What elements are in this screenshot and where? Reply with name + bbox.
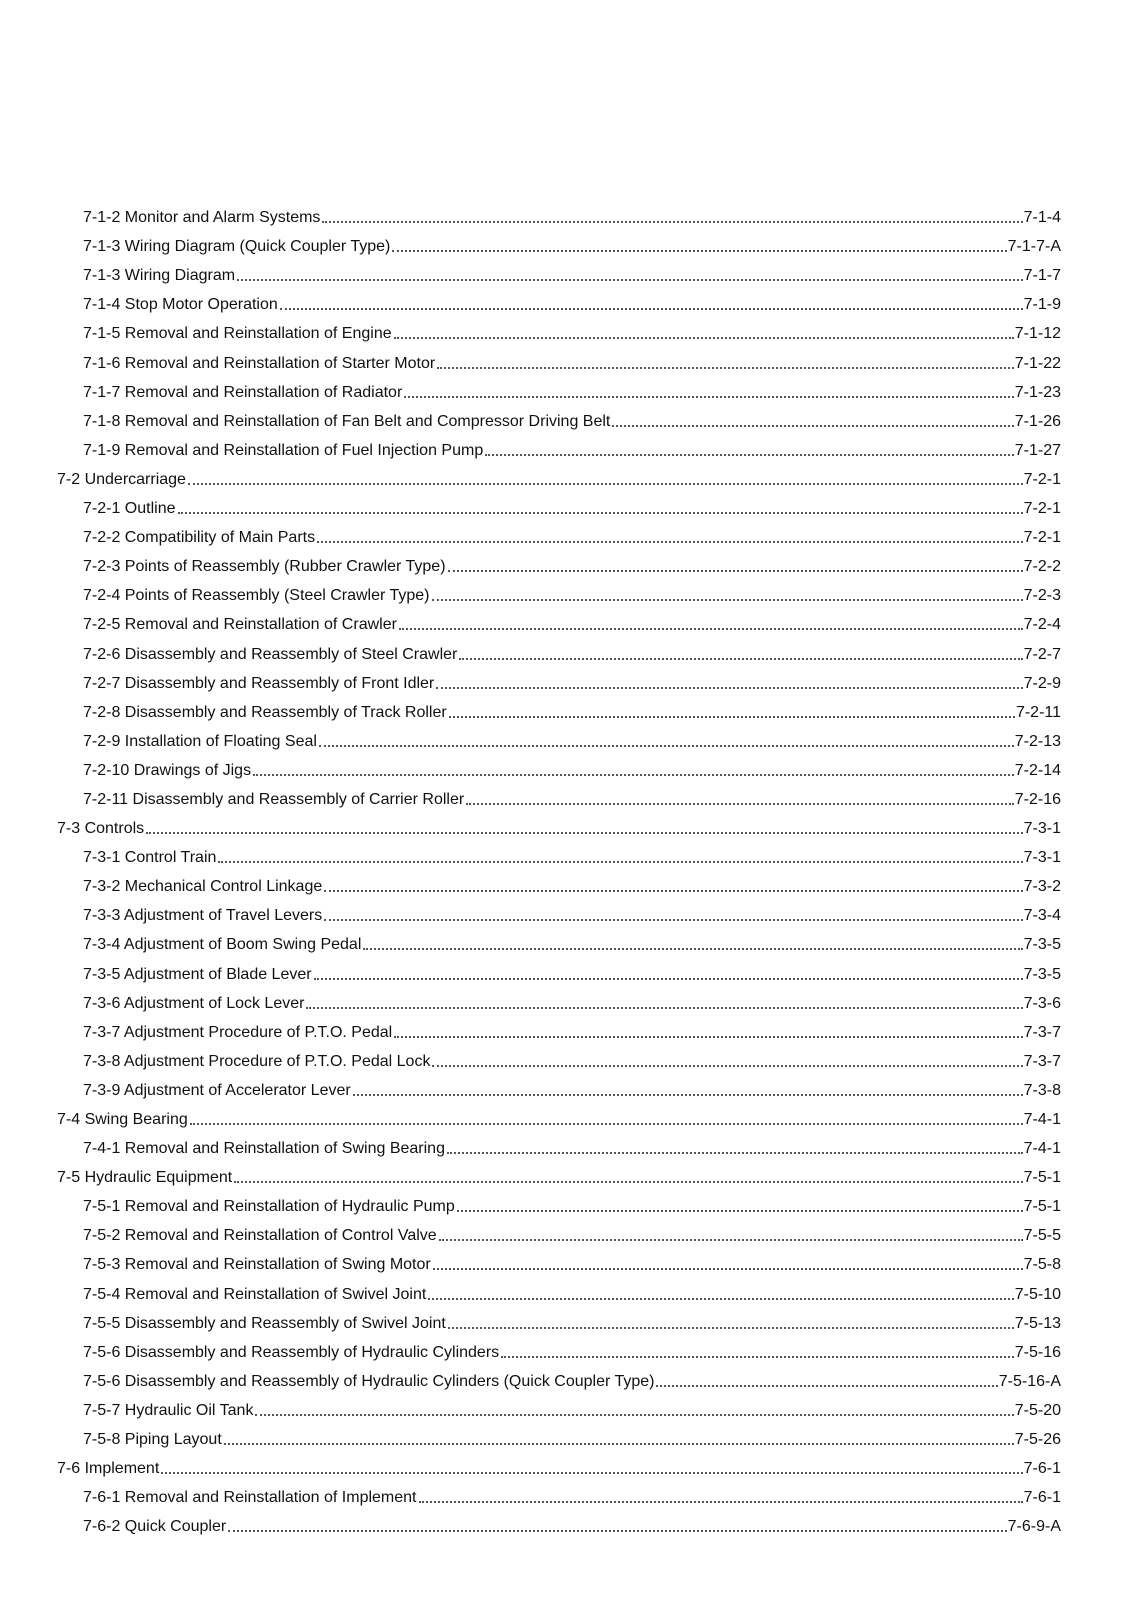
toc-subsection-row xyxy=(0,985,1134,1014)
toc-entry-title: 7-6 Implement xyxy=(57,1460,160,1478)
toc-page-number: 7-1-27 xyxy=(1014,441,1061,459)
toc-subsection-row xyxy=(0,1479,1134,1508)
toc-page-number: 7-2-1 xyxy=(1023,500,1061,518)
toc-entry-title: 7-2-3 Points of Reassembly (Rubber Crawler Type) xyxy=(83,558,446,576)
toc-subsection-row xyxy=(0,257,1134,286)
dot-leader xyxy=(218,861,1022,863)
toc-entry-title: 7-1-5 Removal and Reinstallation of Engine xyxy=(83,325,392,343)
dot-leader xyxy=(432,1065,1022,1067)
dot-leader xyxy=(439,1239,1023,1241)
toc-section-row xyxy=(0,1159,1134,1188)
toc-entry-title: 7-2-2 Compatibility of Main Parts xyxy=(83,529,316,547)
toc-subsection-row xyxy=(0,344,1134,373)
toc-page-number: 7-5-26 xyxy=(1014,1431,1061,1449)
toc-page-number: 7-3-4 xyxy=(1023,907,1061,925)
toc-page-number: 7-2-11 xyxy=(1015,703,1061,721)
toc-entry-title: 7-5-4 Removal and Reinstallation of Swivel Joint xyxy=(83,1285,427,1303)
toc-entry-title: 7-3 Controls xyxy=(57,820,145,838)
toc-page-number: 7-5-10 xyxy=(1014,1285,1061,1303)
toc-page-number: 7-1-4 xyxy=(1023,209,1061,227)
toc-entry-title: 7-1-8 Removal and Reinstallation of Fan Belt and Compressor Driving Belt xyxy=(83,412,611,430)
toc-subsection-row xyxy=(0,228,1134,257)
dot-leader xyxy=(190,1123,1023,1125)
toc-entry-title: 7-3-4 Adjustment of Boom Swing Pedal xyxy=(83,936,362,954)
toc-page-number: 7-1-7 xyxy=(1023,267,1061,285)
toc-page-number: 7-4-1 xyxy=(1023,1111,1061,1128)
toc-page-number: 7-2-1 xyxy=(1023,470,1061,488)
toc-entry-title: 7-1-7 Removal and Reinstallation of Radiator xyxy=(83,383,403,401)
toc-page-number: 7-2-7 xyxy=(1023,645,1061,663)
toc-page-number: 7-5-16-A xyxy=(998,1372,1061,1390)
toc-page-number: 7-1-7-A xyxy=(1007,238,1061,256)
toc-subsection-row xyxy=(0,1217,1134,1246)
dot-leader xyxy=(322,221,1022,223)
toc-page-number: 7-2-16 xyxy=(1014,790,1061,808)
toc-section-row xyxy=(0,461,1134,490)
toc-page-number: 7-5-5 xyxy=(1023,1227,1061,1245)
toc-page-number: 7-6-1 xyxy=(1023,1460,1061,1478)
dot-leader xyxy=(437,367,1014,369)
toc-subsection-row xyxy=(0,286,1134,315)
toc-entry-title: 7-3-8 Adjustment Procedure of P.T.O. Pedal Lock xyxy=(83,1052,431,1070)
toc-page-number: 7-3-1 xyxy=(1023,820,1061,838)
dot-leader xyxy=(449,716,1015,718)
toc-subsection-row xyxy=(0,548,1134,577)
toc-entry-title: 7-2-9 Installation of Floating Seal xyxy=(83,732,317,750)
dot-leader xyxy=(188,483,1023,485)
toc-subsection-row xyxy=(0,1392,1134,1421)
dot-leader xyxy=(433,1268,1023,1270)
toc-page-number: 7-3-2 xyxy=(1023,878,1061,896)
toc-entry-title: 7-5-1 Removal and Reinstallation of Hydraulic Pump xyxy=(83,1198,455,1216)
toc-entry-title: 7-2-11 Disassembly and Reassembly of Carrier Roller xyxy=(83,790,465,808)
dot-leader xyxy=(501,1356,1014,1358)
toc-subsection-row xyxy=(0,694,1134,723)
toc-page-number: 7-4-1 xyxy=(1023,1140,1061,1158)
dot-leader xyxy=(324,919,1022,921)
toc-entry-title: 7-2-8 Disassembly and Reassembly of Track Roller xyxy=(83,703,447,721)
toc-subsection-row xyxy=(0,665,1134,694)
toc-subsection-row xyxy=(0,1130,1134,1159)
dot-leader xyxy=(178,512,1023,514)
dot-leader xyxy=(237,279,1023,281)
toc-page-number: 7-1-12 xyxy=(1014,325,1061,343)
toc-entry-title: 7-5-3 Removal and Reinstallation of Swing Motor xyxy=(83,1256,431,1274)
toc-page-number: 7-2-3 xyxy=(1023,587,1061,605)
dot-leader xyxy=(485,454,1014,456)
toc-page-number: 7-5-1 xyxy=(1023,1169,1061,1187)
dot-leader xyxy=(394,337,1014,339)
toc-entry-title: 7-3-2 Mechanical Control Linkage xyxy=(83,878,323,896)
dot-leader xyxy=(612,425,1013,427)
dot-leader xyxy=(447,1152,1023,1154)
toc-page-number: 7-6-1 xyxy=(1023,1489,1061,1507)
toc-entry-title: 7-2-4 Points of Reassembly (Steel Crawler Type) xyxy=(83,587,430,605)
dot-leader xyxy=(319,745,1014,747)
toc-entry-title: 7-3-7 Adjustment Procedure of P.T.O. Pedal xyxy=(83,1023,393,1041)
toc-subsection-row xyxy=(0,897,1134,926)
toc-subsection-row xyxy=(0,519,1134,548)
toc-entry-title: 7-3-1 Control Train xyxy=(83,849,217,867)
dot-leader xyxy=(161,1472,1022,1474)
toc-entry-title: 7-2-6 Disassembly and Reassembly of Steel Crawler xyxy=(83,645,458,663)
dot-leader xyxy=(146,832,1022,834)
toc-subsection-row xyxy=(0,1188,1134,1217)
toc-subsection-row xyxy=(0,723,1134,752)
toc-entry-title: 7-5-6 Disassembly and Reassembly of Hydraulic Cylinders (Quick Coupler Type) xyxy=(83,1372,655,1390)
dot-leader xyxy=(324,890,1022,892)
dot-leader xyxy=(432,599,1023,601)
toc-entry-title: 7-5-7 Hydraulic Oil Tank xyxy=(83,1401,254,1419)
dot-leader xyxy=(448,570,1023,572)
dot-leader xyxy=(457,1210,1023,1212)
dot-leader xyxy=(436,687,1022,689)
toc-entry-title: 7-2 Undercarriage xyxy=(57,470,186,488)
toc-page-number: 7-2-9 xyxy=(1023,674,1061,692)
dot-leader xyxy=(363,948,1022,950)
toc-subsection-row xyxy=(0,1072,1134,1101)
toc-page-number: 7-3-8 xyxy=(1023,1081,1061,1099)
dot-leader xyxy=(317,541,1023,543)
toc-section-row xyxy=(0,810,1134,839)
toc-entry-title: 7-1-6 Removal and Reinstallation of Starter Motor xyxy=(83,354,436,372)
toc-entry-title: 7-5-5 Disassembly and Reassembly of Swivel Joint xyxy=(83,1314,446,1332)
toc-entry-title: 7-5-2 Removal and Reinstallation of Control Valve xyxy=(83,1227,437,1245)
toc-subsection-row xyxy=(0,781,1134,810)
toc-page-number: 7-2-4 xyxy=(1023,616,1061,634)
dot-leader xyxy=(428,1298,1013,1300)
dot-leader xyxy=(353,1094,1023,1096)
dot-leader xyxy=(656,1385,997,1387)
toc-page-number: 7-5-8 xyxy=(1023,1256,1061,1274)
toc-subsection-row xyxy=(0,635,1134,664)
toc-entry-title: 7-1-9 Removal and Reinstallation of Fuel Injection Pump xyxy=(83,441,484,459)
toc-page-number: 7-3-1 xyxy=(1023,849,1061,867)
dot-leader xyxy=(399,628,1023,630)
toc-subsection-row xyxy=(0,432,1134,461)
toc-page-number: 7-3-7 xyxy=(1023,1052,1061,1070)
toc-entry-title: 7-1-3 Wiring Diagram (Quick Coupler Type) xyxy=(83,238,391,256)
toc-subsection-row xyxy=(0,490,1134,519)
toc-subsection-row xyxy=(0,868,1134,897)
toc-page-number: 7-2-2 xyxy=(1023,558,1061,576)
toc-entry-title: 7-2-5 Removal and Reinstallation of Crawler xyxy=(83,616,397,634)
toc-subsection-row xyxy=(0,403,1134,432)
toc-page-number: 7-3-5 xyxy=(1023,936,1061,954)
toc-page-number: 7-3-6 xyxy=(1023,994,1061,1012)
dot-leader xyxy=(419,1501,1023,1503)
toc-subsection-row xyxy=(0,374,1134,403)
toc-subsection-row xyxy=(0,1334,1134,1363)
toc-entry-title: 7-5-8 Piping Layout xyxy=(83,1431,222,1449)
dot-leader xyxy=(404,396,1013,398)
toc-subsection-row xyxy=(0,577,1134,606)
table-of-contents xyxy=(0,199,1134,1537)
toc-entry-title: 7-6-1 Removal and Reinstallation of Implement xyxy=(83,1489,417,1507)
toc-entry-title: 7-6-2 Quick Coupler xyxy=(83,1518,227,1536)
toc-page-number: 7-2-1 xyxy=(1023,529,1061,547)
dot-leader xyxy=(314,978,1023,980)
toc-page-number: 7-5-1 xyxy=(1023,1198,1061,1216)
toc-subsection-row xyxy=(0,926,1134,955)
toc-subsection-row xyxy=(0,1246,1134,1275)
toc-page-number: 7-5-20 xyxy=(1014,1401,1061,1419)
dot-leader xyxy=(448,1327,1014,1329)
toc-subsection-row xyxy=(0,1043,1134,1072)
toc-entry-title: 7-2-10 Drawings of Jigs xyxy=(83,761,252,779)
toc-page-number: 7-1-26 xyxy=(1014,412,1061,430)
dot-leader xyxy=(280,308,1023,310)
toc-page-number: 7-2-14 xyxy=(1014,761,1061,779)
dot-leader xyxy=(255,1414,1013,1416)
toc-page-number: 7-3-7 xyxy=(1023,1023,1061,1041)
toc-entry-title: 7-2-7 Disassembly and Reassembly of Front Idler xyxy=(83,674,435,692)
toc-subsection-row xyxy=(0,1363,1134,1392)
dot-leader xyxy=(228,1530,1006,1532)
toc-entry-title: 7-3-5 Adjustment of Blade Lever xyxy=(83,965,312,983)
toc-entry-title: 7-1-3 Wiring Diagram xyxy=(83,267,236,285)
toc-subsection-row xyxy=(0,315,1134,344)
toc-page-number: 7-1-22 xyxy=(1014,354,1061,372)
toc-subsection-row xyxy=(0,199,1134,228)
toc-page-number: 7-5-13 xyxy=(1014,1314,1061,1332)
dot-leader xyxy=(234,1181,1022,1183)
toc-page-number: 7-1-23 xyxy=(1014,383,1061,401)
dot-leader xyxy=(224,1443,1014,1445)
toc-page-number: 7-6-9-A xyxy=(1007,1518,1061,1536)
toc-page-number: 7-3-5 xyxy=(1023,965,1061,983)
dot-leader xyxy=(392,250,1006,252)
dot-leader xyxy=(394,1036,1022,1038)
toc-subsection-row xyxy=(0,1305,1134,1334)
toc-entry-title: 7-3-3 Adjustment of Travel Levers xyxy=(83,907,323,925)
toc-subsection-row xyxy=(0,955,1134,984)
toc-entry-title: 7-3-6 Adjustment of Lock Lever xyxy=(83,994,305,1012)
toc-entry-title: 7-2-1 Outline xyxy=(83,500,176,518)
toc-subsection-row xyxy=(0,606,1134,635)
toc-entry-title: 7-5-6 Disassembly and Reassembly of Hydraulic Cylinders xyxy=(83,1343,500,1361)
toc-section-row xyxy=(0,1101,1134,1130)
dot-leader xyxy=(459,658,1022,660)
toc-subsection-row xyxy=(0,839,1134,868)
toc-section-row xyxy=(0,1450,1134,1479)
toc-subsection-row xyxy=(0,1275,1134,1304)
toc-subsection-row xyxy=(0,1014,1134,1043)
toc-entry-title: 7-3-9 Adjustment of Accelerator Lever xyxy=(83,1081,351,1099)
toc-subsection-row xyxy=(0,752,1134,781)
toc-subsection-row xyxy=(0,1508,1134,1537)
toc-entry-title: 7-4-1 Removal and Reinstallation of Swing Bearing xyxy=(83,1140,445,1158)
toc-page-number: 7-1-9 xyxy=(1023,296,1061,314)
toc-entry-title: 7-1-4 Stop Motor Operation xyxy=(83,296,278,314)
toc-entry-title: 7-5 Hydraulic Equipment xyxy=(57,1169,233,1187)
dot-leader xyxy=(253,774,1014,776)
dot-leader xyxy=(466,803,1014,805)
toc-page-number: 7-2-13 xyxy=(1014,732,1061,750)
toc-page-number: 7-5-16 xyxy=(1014,1343,1061,1361)
toc-entry-title: 7-4 Swing Bearing xyxy=(57,1111,188,1128)
dot-leader xyxy=(306,1007,1022,1009)
toc-subsection-row xyxy=(0,1421,1134,1450)
toc-entry-title: 7-1-2 Monitor and Alarm Systems xyxy=(83,209,321,227)
